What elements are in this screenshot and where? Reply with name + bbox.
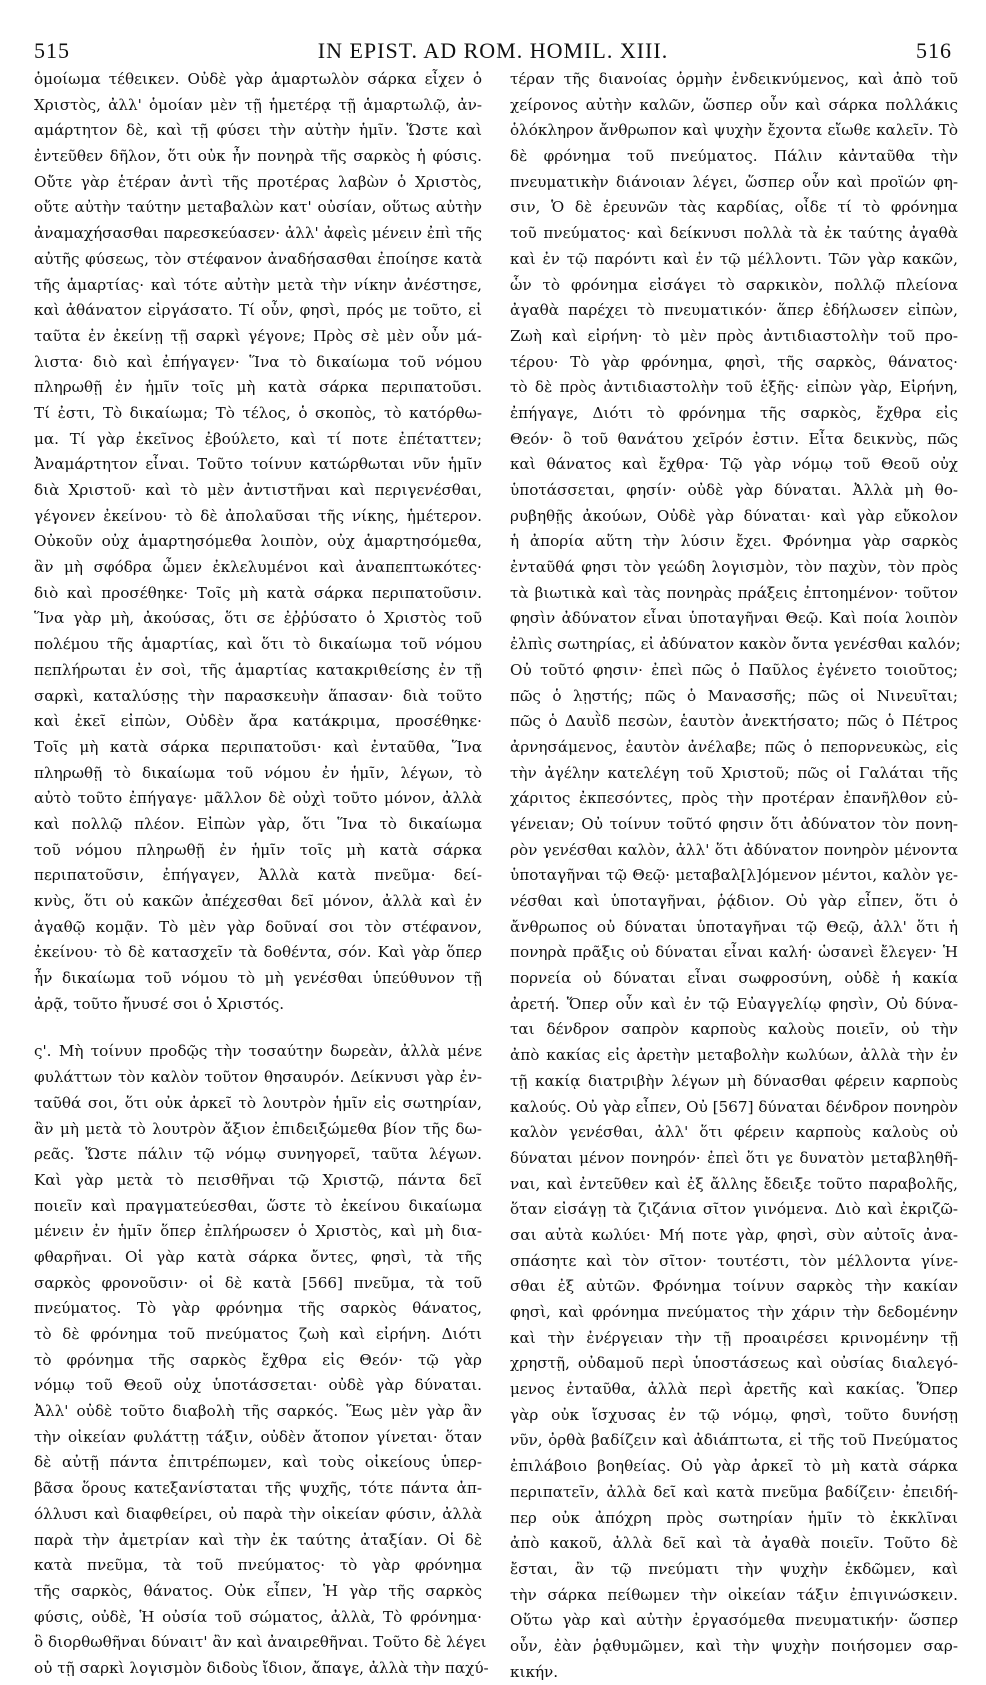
- text-line: ἀγαθῷ κομᾷν. Τὸ μὲν γὰρ δοῦναί σοι τὸν στέφανον,: [34, 917, 482, 936]
- text-line: πῶς ὁ λῃστής; πῶς ὁ Μανασσῆς; πῶς οἱ Νινευῖται;: [510, 686, 958, 705]
- text-line: ὧν τὸ φρόνημα εἰσάγει τὸ σαρκικὸν, πολλῷ πλείονα: [510, 275, 958, 294]
- text-line: ἀπὸ κακοῦ, ἀλλὰ δεῖ καὶ τὰ ἀγαθὰ ποιεῖν. Τοῦτο δὲ: [510, 1534, 958, 1553]
- text-line: Θεόν· ὃ τοῦ θανάτου χεῖρόν ἐστιν. Εἶτα δεικνὺς, πῶς: [510, 429, 958, 448]
- text-line: τὴν ἀγέλην κατελέγη τοῦ Χριστοῦ; πῶς οἱ Γαλάται τῆς: [510, 763, 958, 782]
- text-line: οὐ τῇ σαρκὶ λογισμὸν διδοὺς ἴδιον, ἄπαγε, ἀλλὰ τὴν παχύ-: [34, 1658, 489, 1677]
- text-line: περιπατοῦσιν, ἐπήγαγεν, Ἀλλὰ κατὰ πνεῦμα· δεί-: [34, 866, 482, 885]
- text-line: ὁμοίωμα τέθεικεν. Οὐδὲ γὰρ ἁμαρτωλὸν σάρκα εἶχεν ὁ: [34, 70, 482, 88]
- text-line: ἐκείνου· τὸ δὲ κατασχεῖν τὰ δοθέντα, σόν. Καὶ γὰρ ὅπερ: [34, 943, 482, 962]
- text-line: τοῦ πνεύματος· καὶ δείκνυσι πολλὰ τὰ ἐκ ταύτης ἀγαθὰ: [510, 224, 958, 243]
- text-line: φησὶν ἀδύνατον εἶναι ὑποταγῆναι Θεῷ. Καὶ ποία λοιπὸν: [510, 609, 958, 628]
- text-line: ἂν μὴ μετὰ τὸ λουτρὸν ἄξιον ἐπιδειξώμεθα βίον τῆς δω-: [34, 1119, 482, 1138]
- text-line: νέσθαι καὶ ὑποταγῆναι, ῥᾴδιον. Οὐ γὰρ εἶπεν, ὅτι ὁ: [510, 892, 958, 910]
- text-line: παρὰ τὴν ἀμετρίαν καὶ τὴν ἐκ ταύτης ἀταξίαν. Οἱ δὲ: [34, 1530, 482, 1549]
- text-line: πῶς ὁ Δαυῒδ πεσὼν, ἑαυτὸν ἀνεκτήσατο; πῶς ὁ Πέτρος: [510, 712, 958, 731]
- text-line: δὲ αὐτῇ πάντα ἐπιτρέπωμεν, καὶ τοὺς οἰκείους ὑπερ-: [34, 1453, 482, 1472]
- text-line: πνευματικὴν διάνοιαν λέγει, ὥσπερ οὖν καὶ προϊών φη-: [510, 172, 958, 191]
- text-line: σπάσητε καὶ τὸν σῖτον· τουτέστι, τὸν μέλλοντα γίνε-: [510, 1251, 958, 1270]
- text-line: καὶ τὴν ἐνέργειαν τὴν τῇ προαιρέσει κρινομένην τῇ: [510, 1328, 958, 1347]
- text-line: Ἵνα γὰρ μὴ, ἀκούσας, ὅτι σε ἐῤῥύσατο ὁ Χριστὸς τοῦ: [34, 609, 482, 628]
- text-line: τὴν σάρκα πείθωμεν τὴν οἰκείαν τάξιν ἐπιγινώσκειν.: [510, 1585, 958, 1604]
- text-line: ἐπήγαγε, Διότι τὸ φρόνημα τῆς σαρκὸς, ἔχθρα εἰς: [510, 403, 958, 422]
- text-line: ὁλόκληρον ἄνθρωπον καὶ ψυχὴν ἔχοντα εἴωθε καλεῖν. Τὸ: [510, 121, 958, 140]
- text-line: περιπατεῖν, ἀλλὰ δεῖ καὶ κατὰ πνεῦμα βαδίζειν· ἐπειδή-: [510, 1482, 958, 1501]
- text-line: ὃ διορθωθῆναι δύναιτ' ἂν καὶ ἀναιρεθῆναι. Τοῦτο δὲ λέγει: [34, 1633, 487, 1652]
- text-line: μενος ἐνταῦθα, ἀλλὰ περὶ ἀρετῆς καὶ κακίας. Ὅπερ: [510, 1380, 958, 1399]
- text-line: πολέμου τῆς ἁμαρτίας, καὶ ὅτι τὸ δικαίωμα τοῦ νόμου: [34, 635, 482, 654]
- text-line: τὰ βιωτικὰ καὶ τὰς πονηρὰς πράξεις ἐπτοημένον· τοῦτον: [510, 583, 958, 602]
- text-line: δύναται μένον πονηρόν· ἐπεὶ ὅτι γε δυνατὸν μεταβληθῆ-: [510, 1148, 958, 1167]
- text-line: καὶ ἀθάνατον εἰργάσατο. Τί οὖν, φησὶ, πρός με τοῦτο, εἰ: [34, 301, 482, 320]
- page-header: [30, 38, 956, 68]
- text-line: τῇ κακίᾳ διατριβὴν λέγων μὴ δύνασθαι φέρειν καρποὺς: [510, 1071, 958, 1090]
- text-line: τῆς σαρκὸς, θάνατος. Οὐκ εἶπεν, Ἡ γὰρ τῆς σαρκὸς: [34, 1581, 482, 1600]
- text-line: ρυβηθῇς ἀκούων, Οὐδὲ γὰρ δύναται· καὶ γὰρ εὔκολον: [510, 506, 958, 525]
- text-line: Οὕτω γὰρ καὶ αὐτὴν ἐργασόμεθα πνευματικήν· ὥσπερ: [510, 1611, 958, 1630]
- text-line: τὴν οἰκείαν φυλάττῃ τάξιν, οὐδὲν ἄτοπον γίνεται· ὅταν: [34, 1427, 482, 1446]
- text-line: φθαρῆναι. Οἱ γὰρ κατὰ σάρκα ὄντες, φησὶ, τὰ τῆς: [34, 1247, 482, 1266]
- text-line: πεπλήρωται ἐν σοὶ, τῆς ἁμαρτίας κατακριθείσης ἐν τῇ: [34, 660, 482, 679]
- text-line: σαρκὸς φρονοῦσιν· οἱ δὲ κατὰ [566] πνεῦμα, τὰ τοῦ: [34, 1273, 482, 1292]
- text-line: ἀπὸ κακίας εἰς ἀρετὴν μεταβολὴν κωλύων, ἀλλὰ τὴν ἐν: [510, 1046, 958, 1065]
- text-line: ἀναμαχήσασθαι παρεσκεύασεν· ἀλλ' ἀφεὶς μένειν ἐπὶ τῆς: [34, 224, 482, 243]
- text-line: καλὸν γενέσθαι, ἀλλ' ὅτι φέρειν καρποὺς καλοὺς οὐ: [510, 1123, 958, 1142]
- text-line: περ οὐκ ἀπόχρη πρὸς σωτηρίαν ἡμῖν τὸ ἐκκλῖναι: [510, 1508, 958, 1527]
- text-line: ὅταν εἰσάγῃ τὰ ζιζάνια σῖτον γινόμενα. Διὸ καὶ ἐκριζῶ-: [510, 1200, 958, 1219]
- text-line: πνεύματος. Τὸ γὰρ φρόνημα τῆς σαρκὸς θάνατος,: [34, 1299, 482, 1318]
- text-line: διὸ καὶ προσέθηκε· Τοῖς μὴ κατὰ σάρκα περιπατοῦσιν.: [34, 583, 482, 602]
- text-line: όλλυσι καὶ διαφθείρει, οὐ παρὰ τὴν οἰκείαν φύσιν, ἀλλὰ: [34, 1504, 482, 1523]
- text-line: πληρωθῇ ἐν ἡμῖν τοῖς μὴ κατὰ σάρκα περιπατοῦσι.: [34, 378, 482, 397]
- text-line: κικήν.: [510, 1662, 559, 1681]
- text-line: αμάρτητον δὲ, καὶ τῇ φύσει τὴν αὐτὴν ἡμῖν. Ὥστε καὶ: [34, 121, 482, 140]
- text-line: ρεᾶς. Ὥστε πάλιν τῷ νόμῳ συνηγορεῖ, ταῦτα λέγων.: [34, 1145, 482, 1164]
- text-line: τέραν τῆς διανοίας ὁρμὴν ἐνδεικνύμενος, καὶ ἀπὸ τοῦ: [510, 70, 958, 88]
- text-line: ἂν μὴ σφόδρα ὦμεν ἐκλελυμένοι καὶ ἀναπεπτωκότες·: [34, 558, 482, 577]
- text-line: καὶ θάνατος καὶ ἔχθρα· Τῷ γὰρ νόμῳ τοῦ Θεοῦ οὐχ: [510, 455, 958, 474]
- text-line: σαρκὶ, καταλύσῃς τὴν παρασκευὴν ἅπασαν· διὰ τοῦτο: [34, 686, 482, 705]
- text-line: ὑποτάσσεται, φησίν· οὐδὲ γὰρ δύναται. Ἀλλὰ μὴ θο-: [510, 481, 958, 499]
- text-line: Τί ἐστι, Τὸ δικαίωμα; Τὸ τέλος, ὁ σκοπὸς, τὸ κατόρθω-: [34, 403, 482, 422]
- text-line: χείρονος αὐτὴν καλῶν, ὥσπερ οὖν καὶ σάρκα πολλάκις: [510, 95, 958, 114]
- text-line: ποιεῖν καὶ πραγματεύεσθαι, ὥστε τὸ ἐκείνου δικαίωμα: [34, 1196, 482, 1215]
- text-line: καλούς. Οὐ γὰρ εἶπεν, Οὐ [567] δύναται δένδρον πονηρὸν: [510, 1097, 958, 1116]
- text-line: νῦν, ὀρθὰ βαδίζειν καὶ ἀδιάπτωτα, εἰ τῆς τοῦ Πνεύματος: [510, 1431, 958, 1450]
- text-line: τῆς ἁμαρτίας· καὶ τότε αὐτὴν μετὰ τὴν νίκην ἀνέστησε,: [34, 275, 482, 294]
- text-line: λιστα· διὸ καὶ ἐπήγαγεν· Ἵνα τὸ δικαίωμα τοῦ νόμου: [34, 352, 482, 371]
- text-line: Τοῖς μὴ κατὰ σάρκα περιπατοῦσι· καὶ ἐνταῦθα, Ἵνα: [34, 737, 482, 756]
- running-title: IN EPIST. AD ROM. HOMIL. XIII.: [317, 38, 669, 63]
- text-line: ἔσται, ἂν τῷ πνεύματι τὴν ψυχὴν ἐκδῶμεν, καὶ: [510, 1559, 958, 1578]
- text-line: τὸ δὲ πρὸς ἀντιδιαστολὴν τοῦ ἑξῆς· εἰπὼν γὰρ, Εἰρήνη,: [510, 378, 958, 397]
- text-line: καὶ πολλῷ πλέον. Εἰπὼν γὰρ, ὅτι Ἵνα τὸ δικαίωμα: [34, 814, 482, 833]
- text-line: πονηρὰ πρᾶξις οὐ δύναται εἶναι καλή· ὡσανεὶ ἔλεγεν· Ἡ: [510, 943, 958, 962]
- text-line: ὑποταγῆναι τῷ Θεῷ· μεταβαλ[λ]όμενον μέντοι, καλὸν γε-: [510, 866, 958, 885]
- text-line: σαι αὐτὰ κωλύει· Μή ποτε γὰρ, φησὶ, σὺν αὐτοῖς ἀνα-: [510, 1225, 958, 1244]
- text-line: ρὸν γενέσθαι καλὸν, ἀλλ' ὅτι ἀδύνατον πονηρὸν μένοντα: [510, 840, 958, 859]
- text-line: τοῦ νόμου πληρωθῇ ἐν ἡμῖν τοῖς μὴ κατὰ σάρκα: [34, 840, 482, 859]
- text-line: ἐπιλάβοιο βοηθείας. Οὐ γὰρ ἀρκεῖ τὸ μὴ κατὰ σάρκα: [510, 1457, 958, 1476]
- text-line: ἐντεῦθεν δῆλον, ὅτι οὐκ ἦν πονηρὰ τῆς σαρκὸς ἡ φύσις.: [34, 147, 482, 166]
- text-line: ἄνθρωπος οὐ δύναται ὑποταγῆναι τῷ Θεῷ, ἀλλ' ὅτι ἡ: [510, 917, 958, 936]
- text-line: βᾶσα ὅρους κατεξανίσταται τῆς ψυχῆς, τότε πάντα ἀπ-: [34, 1479, 482, 1498]
- text-line: πληρωθῇ τὸ δικαίωμα τοῦ νόμου ἐν ἡμῖν, λέγων, τὸ: [34, 763, 482, 782]
- text-line: ἐνταῦθά φησι τὸν γεώδη λογισμὸν, τὸν παχὺν, τὸν πρὸς: [510, 558, 958, 577]
- text-line: Οὐκοῦν οὐχ ἁμαρτησόμεθα λοιπὸν, οὐχ ἁμαρτησόμεθα,: [34, 532, 482, 551]
- text-line: ταῦτα ἐν ἐκείνῃ τῇ σαρκὶ γέγονε; Πρὸς σὲ μὲν οὖν μά-: [34, 326, 482, 345]
- text-line: ἀρνησάμενος, ἑαυτὸν ἀνέλαβε; πῶς ὁ πεπορνευκὼς, εἰς: [510, 737, 958, 756]
- right-text-column: [510, 67, 961, 1681]
- text-line: μένειν ἐν ἡμῖν ὅπερ ἐπλήρωσεν ὁ Χριστὸς, καὶ μὴ δια-: [34, 1222, 482, 1241]
- text-line: Οὐ τοῦτό φησιν· ἐπεὶ πῶς ὁ Παῦλος ἐγένετο τοιοῦτος;: [510, 660, 958, 679]
- text-line: κνὺς, ὅτι οὐ κακῶν ἀπέχεσθαι δεῖ μόνον, ἀλλὰ καὶ ἐν: [34, 892, 482, 910]
- text-line: γέγονεν ἐκείνου· τὸ δὲ ἀπολαῦσαι τῆς νίκης, ἡμέτερον.: [34, 506, 482, 525]
- text-line: ς'. Μὴ τοίνυν προδῷς τὴν τοσαύτην δωρεὰν, ἀλλὰ μένε: [34, 1042, 482, 1061]
- text-line: τὸ φρόνημα τῆς σαρκὸς ἔχθρα εἰς Θεόν· τῷ γὰρ: [34, 1350, 482, 1369]
- left-text-column: [34, 67, 489, 1677]
- text-line: γένειαν; Οὐ τοίνυν τοῦτό φησιν ὅτι ἀδύνατον τὸν πονη-: [510, 814, 958, 833]
- text-line: κατὰ πνεῦμα, τὰ τοῦ πνεύματος· τὸ γὰρ φρόνημα: [34, 1556, 482, 1575]
- text-line: σθαι ἐξ αὐτῶν. Φρόνημα τοίνυν σαρκὸς τὴν κακίαν: [510, 1277, 958, 1296]
- page-number-left: 515: [34, 38, 70, 63]
- text-line: φησὶ, καὶ φρόνημα πνεύματος τὴν χάριν τὴν δεδομένην: [510, 1303, 958, 1321]
- text-line: ἀγαθὰ παρέχει τὸ πνευματικόν· ἅπερ ἐδήλωσεν εἰπὼν,: [510, 301, 958, 320]
- text-line: ἀρετή. Ὅπερ οὖν καὶ ἐν τῷ Εὐαγγελίῳ φησὶν, Οὐ δύνα-: [510, 994, 958, 1013]
- text-line: διὰ Χριστοῦ· καὶ τὸ μὲν ἀντιστῆναι καὶ περιγενέσθαι,: [34, 481, 482, 499]
- text-line: ἦν δικαίωμα τοῦ νόμου τὸ μὴ γενέσθαι ὑπεύθυνον τῇ: [34, 969, 482, 988]
- text-line: τέρου· Τὸ γὰρ φρόνημα, φησὶ, τῆς σαρκὸς, θάνατος·: [510, 352, 958, 371]
- text-line: ταῦθά σοι, ὅτι οὐκ ἀρκεῖ τὸ λουτρὸν ἡμῖν εἰς σωτηρίαν,: [34, 1093, 482, 1112]
- text-line: δὲ φρόνημα τοῦ πνεύματος. Πάλιν κἀνταῦθα τὴν: [510, 147, 958, 166]
- text-line: ἡ ἀπορία αὕτη τὴν λύσιν ἔχει. Φρόνημα γὰρ σαρκὸς: [510, 532, 958, 551]
- text-line: οὔτε αὐτὴν ταύτην μεταβαλὼν κατ' οὐσίαν, οὕτως αὐτὴν: [34, 198, 482, 217]
- text-line: Ἀλλ' οὐδὲ τοῦτο διαβολὴ τῆς σαρκός. Ἕως μὲν γὰρ ἂν: [34, 1402, 482, 1421]
- text-line: τὸ δὲ φρόνημα τοῦ πνεύματος ζωὴ καὶ εἰρήνη. Διότι: [34, 1325, 482, 1343]
- text-line: Ἀναμάρτητον εἶναι. Τοῦτο τοίνυν κατώρθωται νῦν ἡμῖν: [34, 455, 482, 474]
- text-line: αὐτῆς φύσεως, τὸν στέφανον ἀναδήσασθαι ἐποίησε κατὰ: [34, 249, 482, 268]
- text-line: ἐλπὶς σωτηρίας, εἰ ἀδύνατον κακὸν ὄντα γενέσθαι καλόν;: [510, 635, 961, 654]
- text-line: ται δένδρον σαπρὸν καρποὺς καλοὺς ποιεῖν, οὐ τὴν: [510, 1020, 958, 1039]
- text-line: χρηστῇ, οὐδαμοῦ περὶ ὑποστάσεως καὶ οὐσίας διαλεγό-: [510, 1354, 958, 1373]
- text-line: πορνεία οὐ δύναται εἶναι σωφροσύνη, οὐδὲ ἡ κακία: [510, 969, 958, 988]
- text-line: φυλάττων τὸν καλὸν τοῦτον θησαυρόν. Δείκνυσι γὰρ ἐν-: [34, 1068, 482, 1087]
- text-line: αὐτὸ τοῦτο ἐπήγαγε· μᾶλλον δὲ οὐχὶ τοῦτο μόνον, ἀλλὰ: [34, 789, 482, 808]
- text-line: χάριτος ἐκπεσόντες, πρὸς τὴν προτέραν ἐπανῆλθον εὐ-: [510, 789, 958, 808]
- text-line: Καὶ γὰρ μετὰ τὸ πεισθῆναι τῷ Χριστῷ, πάντα δεῖ: [34, 1170, 482, 1189]
- page-number-right: 516: [916, 38, 952, 63]
- text-line: οὖν, ἐὰν ῥᾳθυμῶμεν, καὶ τὴν ψυχὴν ποιήσομεν σαρ-: [510, 1636, 958, 1655]
- text-line: [34, 1017, 482, 1039]
- text-line: καὶ ἐκεῖ εἰπὼν, Οὐδὲν ἄρα κατάκριμα, προσέθηκε·: [34, 712, 482, 731]
- text-line: νόμῳ τοῦ Θεοῦ οὐχ ὑποτάσσεται· οὐδὲ γὰρ δύναται.: [34, 1376, 482, 1395]
- text-line: ἀρᾷ, τοῦτο ἤνυσέ σοι ὁ Χριστός.: [34, 994, 285, 1013]
- text-line: Οὔτε γὰρ ἑτέραν ἀντὶ τῆς προτέρας λαβὼν ὁ Χριστὸς,: [34, 172, 482, 191]
- text-line: καὶ ἐν τῷ παρόντι καὶ ἐν τῷ μέλλοντι. Τῶν γὰρ κακῶν,: [510, 249, 958, 268]
- text-line: Χριστὸς, ἀλλ' ὁμοίαν μὲν τῇ ἡμετέρᾳ τῇ ἁμαρτωλῷ, ἀν-: [34, 95, 482, 114]
- text-line: μα. Τί γὰρ ἐκεῖνος ἐβούλετο, καὶ τί ποτε ἐπέταττεν;: [34, 429, 482, 448]
- text-line: γὰρ οὐκ ἴσχυσας ἐν τῷ νόμῳ, φησὶ, τοῦτο δυνήσῃ: [510, 1405, 958, 1424]
- text-line: Ζωὴ καὶ εἰρήνη· τὸ μὲν πρὸς ἀντιδιαστολὴν τοῦ προ-: [510, 326, 958, 345]
- text-line: φύσις, οὐδὲ, Ἡ οὐσία τοῦ σώματος, ἀλλὰ, Τὸ φρόνημα·: [34, 1607, 482, 1626]
- text-line: σιν, Ὁ δὲ ἐρευνῶν τὰς καρδίας, οἶδε τί τὸ φρόνημα: [510, 198, 958, 217]
- text-line: ναι, καὶ ἐντεῦθεν καὶ ἐξ ἄλλης ἔδειξε τοῦτο παραβολῆς,: [510, 1174, 958, 1193]
